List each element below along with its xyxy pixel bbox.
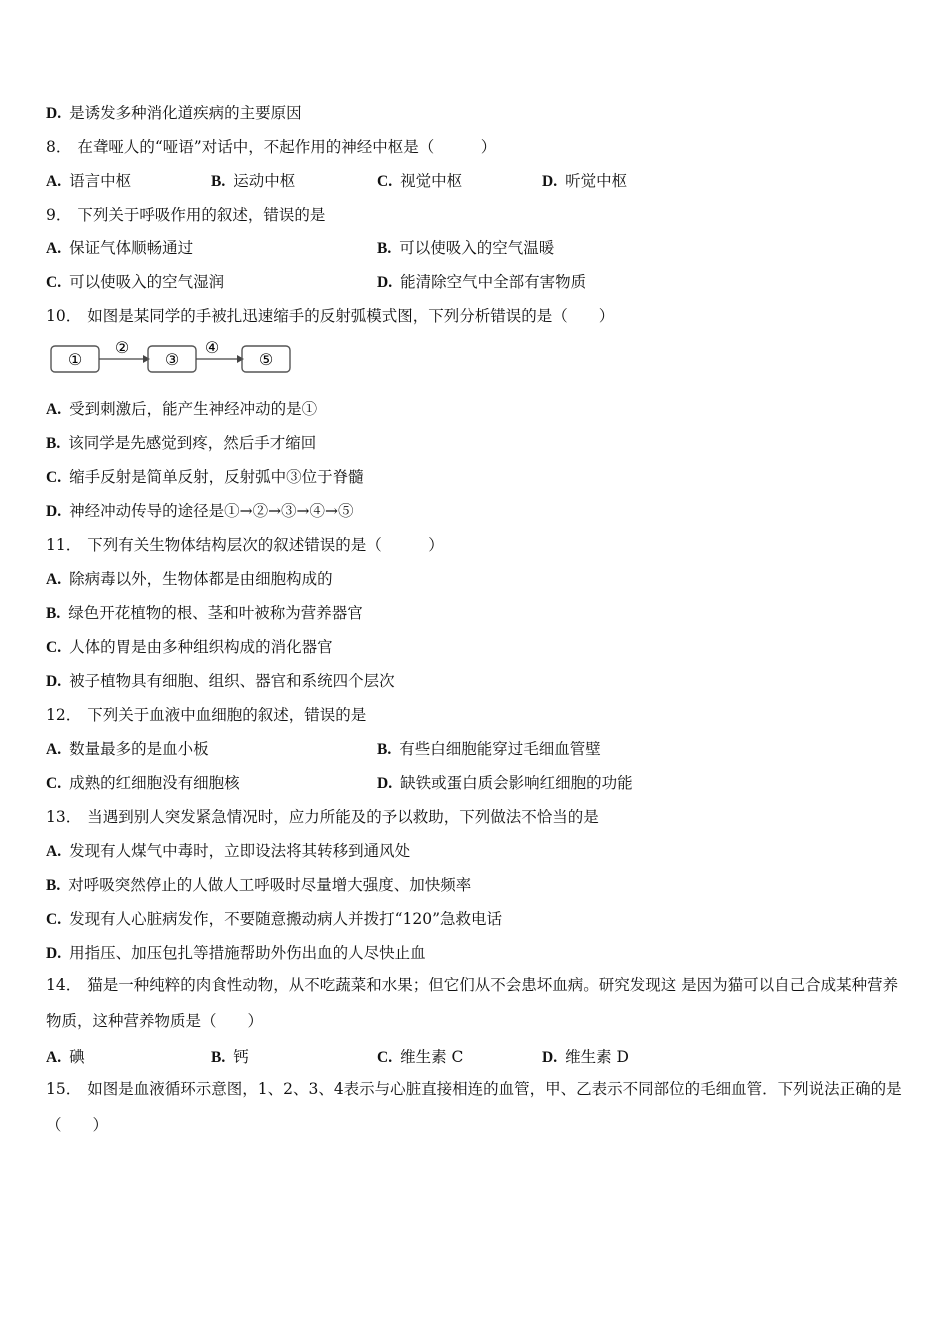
diagram-arrow-1-label: ② [114,338,130,357]
q12-option-b [377,737,601,759]
option-label: D. [377,775,393,792]
option-label: B. [377,741,392,758]
option-label: D. [46,503,62,520]
option-text: 能清除空气中全部有害物质 [400,273,587,291]
question-text: 下列关于血液中血细胞的叙述，错误的是 [87,706,367,724]
option-text: 用指压、加压包扎等措施帮助外伤出血的人尽快止血 [69,944,426,962]
q8-option-a [46,169,131,191]
option-text: 受到刺激后，能产生神经冲动的是① [69,400,318,418]
q10-option-c [46,465,364,487]
q9-option-b [377,236,554,258]
q10-stem [46,304,614,326]
q11-option-a [46,567,333,589]
q12-options-row1 [46,737,906,759]
q15-stem [46,1071,906,1143]
option-text: 对呼吸突然停止的人做人工呼吸时尽量增大强度、加快频率 [68,876,472,894]
q13-option-b [46,873,471,895]
option-label: D. [46,945,62,962]
q11-option-c [46,635,333,657]
diagram-box-1-label: ① [67,350,83,369]
q14-option-a [46,1045,85,1067]
option-label: B. [46,435,61,452]
question-text: 当遇到别人突发紧急情况时，应力所能及的予以救助，下列做法不恰当的是 [87,808,599,826]
q7-option-d [46,101,302,123]
question-text: 下列有关生物体结构层次的叙述错误的是（ ） [87,536,444,554]
q8-stem [46,135,496,157]
option-text: 是诱发多种消化道疾病的主要原因 [69,104,302,122]
option-text: 缩手反射是简单反射，反射弧中③位于脊髓 [69,468,364,486]
question-number: 8． [46,138,72,156]
option-text: 发现有人心脏病发作，不要随意搬动病人并拨打“120”急救电话 [69,910,503,928]
option-label: B. [46,605,61,622]
q9-option-d [377,270,586,292]
q14-stem [46,967,906,1039]
question-number: 12． [46,706,82,724]
q14-options [46,1045,906,1067]
q9-option-a [46,236,193,258]
option-text: 除病毒以外，生物体都是由细胞构成的 [69,570,333,588]
option-text: 听觉中枢 [565,172,628,190]
q13-option-d [46,941,426,963]
question-text: 猫是一种纯粹的肉食性动物，从不吃蔬菜和水果；但它们从不会患坏血病。研究发现这 是因为猫可以自己合成某种营养物质，这种营养物质是（ ） [46,976,899,1030]
q13-stem [46,805,599,827]
option-text: 人体的胃是由多种组织构成的消化器官 [69,638,333,656]
q10-option-d [46,499,354,521]
q14-option-d [542,1045,629,1067]
option-text: 被子植物具有细胞、组织、器官和系统四个层次 [69,672,395,690]
q9-option-c [46,270,224,292]
option-label: D. [46,673,62,690]
option-label: D. [377,274,393,291]
reflex-arc-diagram [48,336,298,380]
option-text: 保证气体顺畅通过 [69,239,194,257]
option-label: A. [46,843,62,860]
q14-option-c [377,1045,463,1067]
option-text: 钙 [233,1048,249,1066]
option-text: 视觉中枢 [400,172,463,190]
q8-option-b [211,169,295,191]
q8-option-d [542,169,627,191]
option-text: 运动中枢 [233,172,296,190]
option-label: A. [46,240,62,257]
option-label: A. [46,173,62,190]
q11-option-d [46,669,395,691]
option-text: 数量最多的是血小板 [69,740,209,758]
q9-options-row1 [46,236,906,258]
option-label: C. [46,911,62,928]
option-label: C. [46,469,62,486]
diagram-box-2-label: ③ [164,350,180,369]
q10-option-a [46,397,317,419]
diagram-arrow-2-label: ④ [204,338,220,357]
q12-option-a [46,737,209,759]
diagram-arrowhead-2 [237,355,244,363]
option-text: 神经冲动传导的途径是①→②→③→④→⑤ [69,502,354,520]
option-label: C. [46,775,62,792]
question-text: 下列关于呼吸作用的叙述，错误的是 [77,206,326,224]
question-number: 14． [46,976,82,994]
option-text: 缺铁或蛋白质会影响红细胞的功能 [400,774,633,792]
option-label: C. [46,274,62,291]
option-label: B. [46,877,61,894]
option-label: A. [46,1049,62,1066]
q14-option-b [211,1045,249,1067]
q8-options [46,169,906,191]
option-text: 绿色开花植物的根、茎和叶被称为营养器官 [68,604,363,622]
option-label: A. [46,401,62,418]
option-label: D. [542,173,558,190]
option-text: 可以使吸入的空气温暖 [399,239,555,257]
option-label: C. [46,639,62,656]
q12-options-row2 [46,771,906,793]
option-text: 该同学是先感觉到疼，然后手才缩回 [68,434,317,452]
q13-option-a [46,839,410,861]
q12-option-c [46,771,240,793]
question-text: 在聋哑人的“哑语”对话中，不起作用的神经中枢是（ ） [77,138,497,156]
q11-option-b [46,601,363,623]
option-text: 有些白细胞能穿过毛细血管壁 [399,740,601,758]
q11-stem [46,533,444,555]
option-label: C. [377,173,393,190]
question-number: 10． [46,307,82,325]
option-label: C. [377,1049,393,1066]
q12-option-d [377,771,633,793]
q13-option-c [46,907,502,929]
question-number: 9． [46,206,72,224]
option-label: D. [542,1049,558,1066]
question-text: 如图是血液循环示意图，1、2、3、4表示与心脏直接相连的血管，甲、乙表示不同部位的毛细血管．下列说法正确的是（ ） [46,1080,902,1134]
question-number: 15． [46,1080,82,1098]
q12-stem [46,703,366,725]
diagram-box-3-label: ⑤ [258,350,274,369]
question-text: 如图是某同学的手被扎迅速缩手的反射弧模式图，下列分析错误的是（ ） [87,307,615,325]
option-text: 碘 [69,1048,85,1066]
q8-option-c [377,169,462,191]
question-number: 13． [46,808,82,826]
option-label: A. [46,741,62,758]
q10-option-b [46,431,316,453]
option-text: 可以使吸入的空气湿润 [69,273,225,291]
option-label: B. [211,1049,226,1066]
q9-options-row2 [46,270,906,292]
question-number: 11． [46,536,82,554]
option-text: 维生素 D [565,1048,629,1066]
option-label: D. [46,105,62,122]
option-text: 发现有人煤气中毒时，立即设法将其转移到通风处 [69,842,411,860]
option-label: B. [211,173,226,190]
q9-stem [46,203,325,225]
diagram-arrowhead-1 [143,355,150,363]
option-text: 成熟的红细胞没有细胞核 [69,774,240,792]
option-text: 语言中枢 [69,172,132,190]
option-label: B. [377,240,392,257]
option-text: 维生素 C [400,1048,464,1066]
option-label: A. [46,571,62,588]
